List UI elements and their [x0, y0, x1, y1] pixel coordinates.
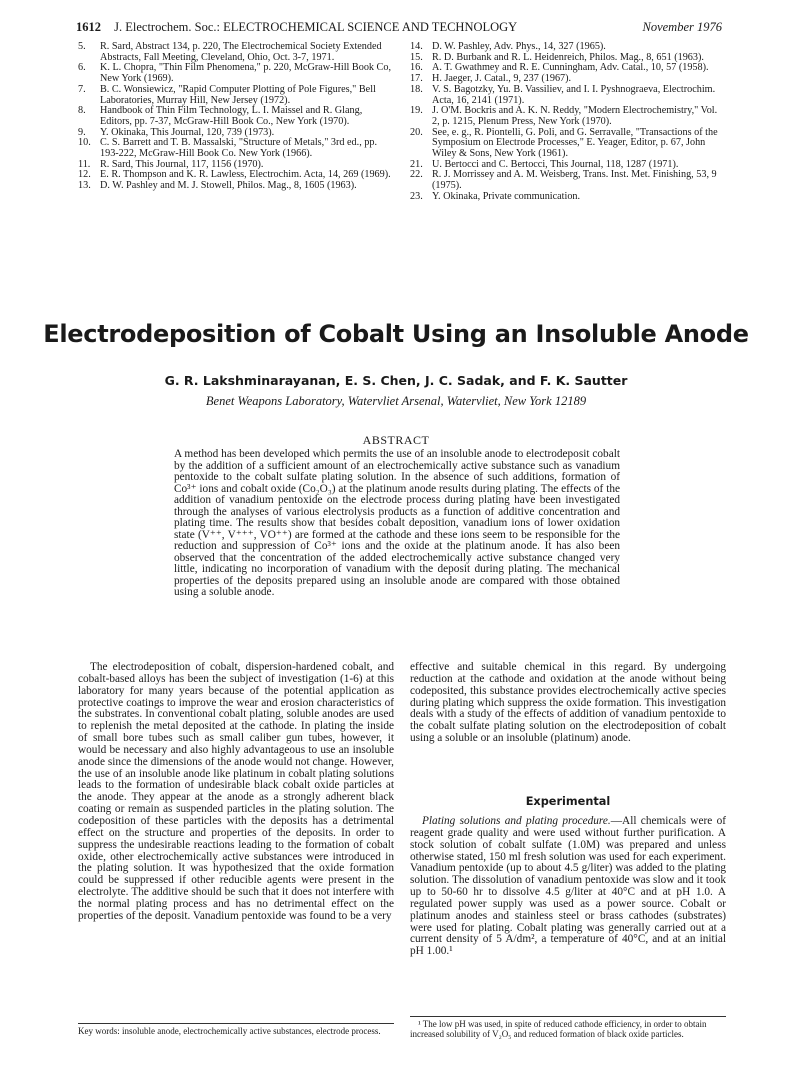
reference-text: Y. Okinaka, Private communication. — [432, 190, 581, 202]
reference-number: 10. — [78, 137, 91, 149]
header-left — [76, 20, 527, 35]
issue-date: November 1976 — [642, 20, 722, 34]
reference-text: K. L. Chopra, "Thin Film Phenomena," p. 220, McGraw-Hill Book Co, New York (1969). — [100, 62, 391, 85]
reference-text: U. Bertocci and C. Bertocci, This Journal, 118, 1287 (1971). — [432, 158, 679, 170]
reference-number: 7. — [78, 83, 86, 95]
page-number: 1612 — [76, 20, 101, 34]
reference-number: 21. — [410, 158, 423, 170]
reference-text: H. Jaeger, J. Catal., 9, 237 (1967). — [432, 73, 572, 85]
article-authors: G. R. Lakshminarayanan, E. S. Chen, J. C. Sadak, and F. K. Sautter — [164, 373, 628, 388]
experimental-lead: Plating solutions and plating procedure. — [422, 815, 611, 827]
reference-text: V. S. Bagotzky, Yu. B. Vassiliev, and I. I. Pyshnograeva, Electrochim. Acta, 16, 2141 (1971). — [432, 83, 716, 106]
reference-item — [410, 85, 726, 106]
article-title: Electrodeposition of Cobalt Using an Insoluble Anode — [43, 320, 749, 348]
references-right-column — [410, 42, 726, 203]
experimental-paragraph — [410, 816, 726, 958]
reference-item — [410, 106, 726, 127]
page-footnote — [410, 1016, 726, 1039]
reference-text: R. Sard, This Journal, 117, 1156 (1970). — [100, 158, 264, 170]
reference-item — [410, 170, 726, 191]
reference-text: J. O'M. Bockris and A. K. N. Reddy, "Modern Electrochemistry," Vol. 2, p. 1215, Plenum Press, New York (1970). — [432, 105, 718, 127]
reference-text: R. Sard, Abstract 134, p. 220, The Electrochemical Society Extended Abstracts, Fall Meeting, Cleveland, Ohio, Oct. 3-7, 1971. — [100, 41, 382, 63]
reference-number: 11. — [78, 158, 91, 170]
keywords-text: Key words: insoluble anode, electrochemically active substances, electrode process. — [78, 1026, 381, 1036]
intro-continuation: effective and suitable chemical in this regard. By undergoing reduction at the cathode and oxidation at the anode without being codeposited, this substance provides electrochemically active species during plating which suppress the oxide formation. This investigation deals with a study of the effects of addition of vanadium pentoxide to the cobalt sulfate plating solution on the electrodeposition of cobalt using a soluble or an insoluble (platinum) anode. — [410, 661, 726, 745]
reference-number: 17. — [410, 73, 423, 85]
reference-text: D. W. Pashley and M. J. Stowell, Philos. Mag., 8, 1605 (1963). — [100, 180, 357, 192]
footnote-text: ¹ The low pH was used, in spite of reduced cathode efficiency, in order to obtain increased solubility of V₂O₅ and reduced formation of black oxide particles. — [410, 1019, 707, 1039]
reference-item — [78, 63, 394, 84]
reference-number: 23. — [410, 190, 423, 202]
reference-number: 16. — [410, 62, 423, 74]
reference-number: 15. — [410, 51, 423, 63]
reference-item — [78, 85, 394, 106]
reference-number: 12. — [78, 169, 91, 181]
reference-number: 18. — [410, 83, 423, 95]
intro-left-column — [78, 662, 394, 923]
reference-text: R. D. Burbank and R. L. Heidenreich, Philos. Mag., 8, 651 (1963). — [432, 51, 704, 63]
experimental-heading: Experimental — [525, 795, 611, 808]
references-left-column — [78, 42, 394, 192]
reference-text: Handbook of Thin Film Technology, L. I. Maissel and R. Glang, Editors, pp. 7-37, McGraw-Hill Book Co., New York (1970). — [100, 105, 363, 127]
footnote-rule-right — [410, 1016, 726, 1017]
reference-item — [78, 42, 394, 63]
reference-item — [410, 128, 726, 160]
reference-text: D. W. Pashley, Adv. Phys., 14, 327 (1965). — [432, 41, 606, 52]
reference-text: A. T. Gwathmey and R. E. Cunningham, Adv. Catal., 10, 57 (1958). — [432, 62, 709, 74]
reference-number: 19. — [410, 105, 423, 117]
reference-text: B. C. Wonsiewicz, "Rapid Computer Plotting of Pole Figures," Bell Laboratories, Murray Hill, New Jersey (1972). — [100, 83, 376, 106]
experimental-text: —All chemicals were of reagent grade quality and were used without further purification. A stock solution of cobalt sulfate (1.0M) was prepared and unless otherwise stated, 150 ml fresh solution was used for each experiment. Vanadium pentoxide (up to about 4.5 g/liter) was added to the plating solution. The dissolution of vanadium pentoxide was slow and it took up to 50-60 hr to dissolve 4.5 g/liter at 40°C and at pH 1.0. A regulated power supply was used as a power source. Cobalt or platinum anodes and stainless steel or brass cathodes (substrates) were used for plating. Cobalt plating was generally carried out at a current density of 5 A/dm², a temperature of 40°C, and at an initial pH 1.00.¹ — [410, 815, 726, 958]
reference-item — [78, 106, 394, 127]
reference-number: 22. — [410, 169, 423, 181]
reference-text: C. S. Barrett and T. B. Massalski, "Structure of Metals," 3rd ed., pp. 193-222, McGraw-Hill Book Co. New York (1966). — [100, 137, 378, 160]
reference-number: 5. — [78, 41, 86, 52]
abstract-heading: ABSTRACT — [362, 433, 430, 447]
reference-number: 8. — [78, 105, 86, 117]
reference-item — [410, 192, 726, 203]
reference-text: Y. Okinaka, This Journal, 120, 739 (1973). — [100, 126, 275, 138]
reference-number: 14. — [410, 41, 423, 52]
journal-name: J. Electrochem. Soc.: ELECTROCHEMICAL SCIENCE AND TECHNOLOGY — [114, 20, 518, 34]
abstract-text: A method has been developed which permits the use of an insoluble anode to electrodeposit cobalt by the addition of a sufficient amount of an electrochemically active substance such as vanadium pentoxide to the cobalt sulfate plating solution. In the absence of such additions, formation of Co³⁺ ions and cobalt oxide (Co₂O₃) at the platinum anode results during plating. The effects of the addition of vanadium pentoxide on the electrode process during plating have been investigated through the analyses of various electrolysis products as a function of additive concentration and plating time. The results show that besides cobalt deposition, vanadium ions of lower oxidation state (V⁺⁺, V⁺⁺⁺, VO⁺⁺) are formed at the cathode and these ions seem to be responsible for the reduction and suppression of Co³⁺ ions and the oxide at the platinum anode. It has also been observed that the concentration of the added electrochemically active substance changed very little, indicating no incorporation of vanadium with the deposit during plating. The mechanical properties of the deposits prepared using an insoluble anode are compared with those obtained using a soluble anode. — [174, 448, 620, 598]
reference-text: R. J. Morrissey and A. M. Weisberg, Trans. Inst. Met. Finishing, 53, 9 (1975). — [432, 169, 717, 192]
reference-text: E. R. Thompson and K. R. Lawless, Electrochim. Acta, 14, 269 (1969). — [100, 169, 391, 181]
footnote-rule — [78, 1023, 394, 1024]
author-affiliation: Benet Weapons Laboratory, Watervliet Arsenal, Watervliet, New York 12189 — [205, 394, 587, 408]
reference-number: 6. — [78, 62, 86, 74]
reference-text: See, e. g., R. Piontelli, G. Poli, and G. Serravalle, "Transactions of the Symposium on Electrode Processes," E. Yeager, Editor, p. 67, John Wiley & Sons, New York (1961). — [432, 126, 718, 160]
intro-paragraph: The electrodeposition of cobalt, dispersion-hardened cobalt, and cobalt-based alloys has been the subject of investigation (1-6) at this laboratory for many years because of the potential application as protective coatings to improve the wear and erosion characteristics of the substrates. In conventional cobalt plating, soluble anodes are used to replenish the metal deposited at the cathode. In plating the inside of small bore tubes such as small caliber gun tubes, however, it would be necessary and also highly advantageous to use an insoluble anode since the dimensions of the anode would not change. However, the use of an insoluble anode like platinum in cobalt plating solutions leads to the formation of undesirable black cobalt oxide particles at the anode. They appear at the anode as a strongly adherent black coating or remain as suspended particles in the plating solution. The codeposition of these particles with the deposits has a detrimental effect on the structure and properties of the deposits. In order to suppress the undesirable reactions leading to the formation of cobalt oxide, other electrochemically active substances were introduced in the plating solution. It was hypothesized that the oxide formation could be suppressed if other reducible agents were present in the electrolyte. The additive should be such that it does not interfere with the normal plating process and has no detrimental effect on the properties of the deposit. Vanadium pentoxide was found to be a very — [78, 661, 394, 922]
keywords-footnote — [78, 1023, 394, 1037]
experimental-section — [410, 816, 726, 958]
reference-item — [78, 138, 394, 159]
reference-number: 9. — [78, 126, 86, 138]
reference-number: 20. — [410, 126, 423, 138]
running-header — [76, 20, 722, 35]
reference-number: 13. — [78, 180, 91, 192]
reference-item — [78, 181, 394, 192]
intro-right-column — [410, 662, 726, 745]
